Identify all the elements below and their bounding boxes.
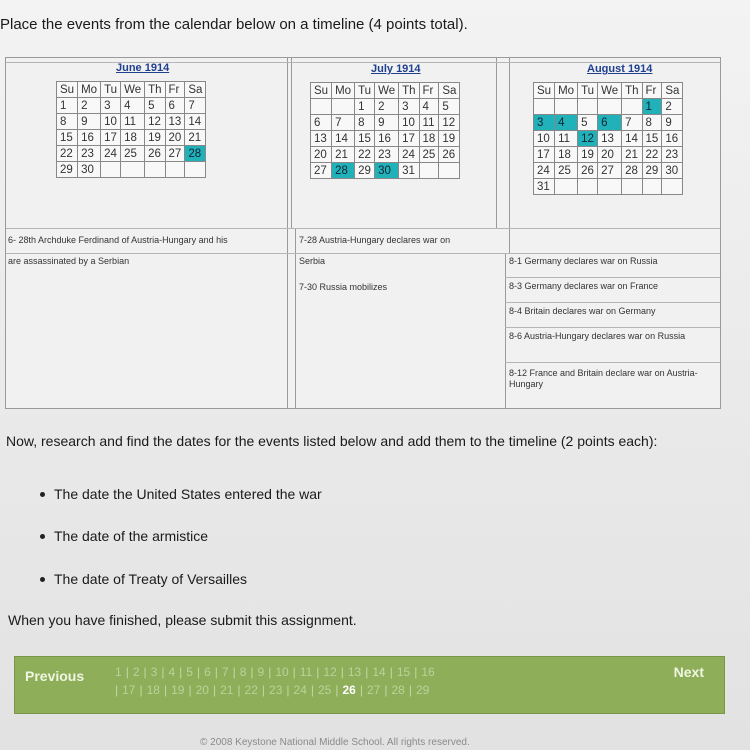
- page-separator: |: [365, 665, 369, 679]
- weekday-label: Sa: [185, 82, 206, 98]
- page-separator: |: [214, 665, 218, 679]
- calendar-day: 12: [578, 131, 598, 147]
- calendar-day: 21: [185, 130, 206, 146]
- calendar-day: 7: [622, 115, 642, 131]
- page-link-4[interactable]: 4: [168, 665, 176, 679]
- next-button[interactable]: Next: [673, 664, 704, 680]
- calendar-day: [555, 99, 578, 115]
- calendar-day: 13: [598, 131, 622, 147]
- calendar-day: 24: [534, 163, 555, 179]
- page-separator: |: [310, 683, 314, 697]
- calendar-day: [311, 99, 332, 115]
- page-separator: |: [179, 665, 183, 679]
- page-link-28[interactable]: 28: [391, 683, 405, 697]
- calendar-week-row: [311, 115, 460, 131]
- weekday-label: Su: [534, 83, 555, 99]
- calendar-day: 22: [642, 147, 662, 163]
- page-link-9[interactable]: 9: [257, 665, 265, 679]
- calendar-day: 3: [101, 98, 121, 114]
- calendar-day: 27: [165, 146, 185, 162]
- calendar-week-row: [534, 99, 683, 115]
- page-link-15[interactable]: 15: [396, 665, 411, 679]
- calendar-day: 27: [311, 163, 332, 179]
- calendar-day: 7: [332, 115, 355, 131]
- weekday-label: Tu: [101, 82, 121, 98]
- calendar-day: 20: [165, 130, 185, 146]
- page-link-18[interactable]: 18: [146, 683, 160, 697]
- page-link-24[interactable]: 24: [293, 683, 307, 697]
- bullet-text: The date of Treaty of Versailles: [54, 571, 247, 587]
- calendar-day: 27: [598, 163, 622, 179]
- calendar-day: 12: [439, 115, 460, 131]
- calendar-day: 5: [578, 115, 598, 131]
- calendar-day: 9: [78, 114, 101, 130]
- calendar-day: 24: [399, 147, 419, 163]
- weekday-label: Mo: [332, 83, 355, 99]
- calendar-day: 16: [375, 131, 399, 147]
- calendar-day: 26: [145, 146, 165, 162]
- weekday-label: Th: [145, 82, 165, 98]
- calendar-day: 15: [355, 131, 375, 147]
- event-aug-4: 8-4 Britain declares war on Germany: [509, 306, 656, 316]
- page-link-8[interactable]: 8: [239, 665, 247, 679]
- calendar-week-row: [311, 147, 460, 163]
- page-link-19[interactable]: 19: [171, 683, 185, 697]
- calendar-day: 31: [534, 179, 555, 195]
- row-divider: [6, 253, 720, 254]
- calendar-day: 4: [419, 99, 439, 115]
- calendar-day: [642, 179, 662, 195]
- page-separator: |: [384, 683, 388, 697]
- calendar-day: 14: [622, 131, 642, 147]
- calendar-day: 21: [622, 147, 642, 163]
- event-july-28-line1: 7-28 Austria-Hungary declares war on: [299, 235, 451, 245]
- bullet-dot-icon: [40, 534, 45, 539]
- calendar-day: 30: [662, 163, 683, 179]
- page-separator: |: [292, 665, 296, 679]
- calendar-day: 25: [419, 147, 439, 163]
- calendar-week-row: [534, 163, 683, 179]
- calendar-day: 9: [662, 115, 683, 131]
- calendar-day: 26: [439, 147, 460, 163]
- event-aug-6: 8-6 Austria-Hungary declares war on Russia: [509, 331, 686, 341]
- calendar-day: 2: [375, 99, 399, 115]
- research-prompt: Now, research and find the dates for the events listed below and add them to the timeline (2 points each):: [6, 433, 658, 449]
- page-link-22[interactable]: 22: [244, 683, 258, 697]
- page-separator: |: [261, 683, 266, 697]
- calendar-july: [310, 82, 460, 179]
- calendar-day: 18: [121, 130, 145, 146]
- row-divider: [505, 362, 720, 363]
- calendar-day: 17: [534, 147, 555, 163]
- calendar-day: [121, 162, 145, 178]
- calendar-day: [145, 162, 165, 178]
- event-july-30: 7-30 Russia mobilizes: [299, 282, 388, 292]
- calendar-day: [598, 179, 622, 195]
- calendar-day: [101, 162, 121, 178]
- calendar-day: 1: [355, 99, 375, 115]
- page-link-13[interactable]: 13: [347, 665, 362, 679]
- column-divider: [295, 228, 296, 408]
- event-aug-12: 8-12 France and Britain declare war on Austria-Hungary: [509, 368, 698, 389]
- weekday-label: Su: [57, 82, 78, 98]
- calendar-day: 29: [57, 162, 78, 178]
- calendar-day: 23: [78, 146, 101, 162]
- month-title-june: June 1914: [116, 62, 170, 74]
- calendar-day: 8: [355, 115, 375, 131]
- previous-button[interactable]: Previous: [25, 668, 85, 684]
- event-aug-1: 8-1 Germany declares war on Russia: [509, 256, 658, 266]
- calendar-day: 13: [311, 131, 332, 147]
- page-link-6[interactable]: 6: [204, 665, 211, 679]
- finish-text: When you have finished, please submit this assignment.: [8, 612, 357, 628]
- calendar-day: 12: [145, 114, 165, 130]
- calendar-week-row: [57, 114, 206, 130]
- calendar-august: [533, 82, 683, 195]
- page-link-10[interactable]: 10: [275, 665, 289, 679]
- calendar-day: [165, 162, 185, 178]
- page-separator: |: [139, 683, 143, 697]
- page-separator: |: [163, 683, 168, 697]
- calendar-week-row: [57, 98, 206, 114]
- calendar-day: 11: [555, 131, 578, 147]
- page-separator: |: [143, 665, 147, 679]
- page-link-26[interactable]: 26: [342, 683, 356, 697]
- calendar-day: 1: [642, 99, 662, 115]
- calendar-day: 6: [311, 115, 332, 131]
- calendar-day: 23: [375, 147, 399, 163]
- page-separator: |: [316, 665, 320, 679]
- calendar-day: 24: [101, 146, 121, 162]
- calendar-day: 20: [311, 147, 332, 163]
- bullet-item-versailles: [40, 571, 247, 587]
- event-june-28-line2: are assassinated by a Serbian: [8, 256, 130, 266]
- calendar-day: 14: [332, 131, 355, 147]
- calendar-day: 1: [57, 98, 78, 114]
- page-separator: |: [389, 665, 393, 679]
- page-separator: |: [250, 665, 254, 679]
- weekday-label: We: [375, 83, 399, 99]
- calendar-day: 6: [598, 115, 622, 131]
- calendar-day: 10: [534, 131, 555, 147]
- page-separator: |: [237, 683, 241, 697]
- calendar-day: 16: [662, 131, 683, 147]
- month-title-july: July 1914: [371, 63, 421, 75]
- weekday-label: Sa: [439, 83, 460, 99]
- bullet-text: The date the United States entered the war: [54, 486, 322, 502]
- calendar-day: 16: [78, 130, 101, 146]
- footer-copyright: © 2008 Keystone National Middle School. All rights reserved.: [200, 737, 470, 748]
- bullet-dot-icon: [40, 492, 45, 497]
- calendar-day: 10: [399, 115, 419, 131]
- bullet-text: The date of the armistice: [54, 528, 209, 544]
- page-separator: |: [125, 665, 129, 679]
- calendar-day: 17: [101, 130, 121, 146]
- weekday-label: Sa: [662, 83, 683, 99]
- calendar-day: 19: [578, 147, 598, 163]
- weekday-label: We: [121, 82, 145, 98]
- weekday-label: Fr: [419, 83, 439, 99]
- calendar-week-row: [311, 163, 460, 179]
- calendar-day: [598, 99, 622, 115]
- page-separator: |: [359, 683, 363, 697]
- page-separator: |: [115, 683, 119, 697]
- calendar-day: 5: [145, 98, 165, 114]
- calendar-day: [622, 99, 642, 115]
- weekday-label: Th: [622, 83, 642, 99]
- calendar-header-row: [57, 82, 206, 98]
- calendar-day: 19: [145, 130, 165, 146]
- page-link-23[interactable]: 23: [269, 683, 283, 697]
- calendar-day: 9: [375, 115, 399, 131]
- page-link-20[interactable]: 20: [195, 683, 209, 697]
- column-divider: [496, 58, 497, 228]
- page-link-27[interactable]: 27: [366, 683, 381, 697]
- calendar-day: 18: [419, 131, 439, 147]
- weekday-label: Mo: [78, 82, 101, 98]
- page-link-21[interactable]: 21: [220, 683, 234, 697]
- calendar-day: 29: [355, 163, 375, 179]
- calendar-day: 28: [185, 146, 206, 162]
- weekday-label: Fr: [165, 82, 185, 98]
- calendar-day: 28: [332, 163, 355, 179]
- calendar-day: 6: [165, 98, 185, 114]
- calendar-day: 21: [332, 147, 355, 163]
- calendar-day: 26: [578, 163, 598, 179]
- calendar-day: 28: [622, 163, 642, 179]
- calendar-day: [419, 163, 439, 179]
- page-separator: |: [286, 683, 290, 697]
- column-divider: [509, 58, 510, 253]
- calendar-week-row: [311, 131, 460, 147]
- calendar-week-row: [534, 115, 683, 131]
- calendar-day: 2: [78, 98, 101, 114]
- row-divider: [505, 302, 720, 303]
- calendar-day: 22: [355, 147, 375, 163]
- calendar-day: 30: [375, 163, 399, 179]
- row-divider: [6, 228, 720, 229]
- page-link-3[interactable]: 3: [150, 665, 158, 679]
- calendar-day: 3: [399, 99, 419, 115]
- page-link-5[interactable]: 5: [186, 665, 193, 679]
- pagination-bar: [14, 656, 725, 714]
- calendar-day: 14: [185, 114, 206, 130]
- calendar-week-row: [57, 162, 206, 178]
- page-separator: |: [161, 665, 165, 679]
- calendar-day: 2: [662, 99, 683, 115]
- calendar-day: [534, 99, 555, 115]
- calendar-day: 10: [101, 114, 121, 130]
- page-separator: |: [268, 665, 272, 679]
- weekday-label: We: [598, 83, 622, 99]
- calendar-day: [578, 179, 598, 195]
- bullet-item-armistice: [40, 528, 208, 544]
- bullet-item-us-entry: [40, 486, 322, 502]
- calendar-day: 5: [439, 99, 460, 115]
- calendar-day: 19: [439, 131, 460, 147]
- page-separator: |: [340, 665, 344, 679]
- calendar-day: 18: [555, 147, 578, 163]
- page-link-29[interactable]: 29: [415, 683, 430, 697]
- page-separator: |: [188, 683, 192, 697]
- calendar-day: 17: [399, 131, 419, 147]
- timeline-grid: [5, 57, 721, 409]
- page-link-25[interactable]: 25: [318, 683, 332, 697]
- page-link-12[interactable]: 12: [323, 665, 337, 679]
- calendar-day: 7: [185, 98, 206, 114]
- column-divider: [291, 58, 292, 228]
- calendar-week-row: [534, 131, 683, 147]
- calendar-day: 15: [642, 131, 662, 147]
- page-separator: |: [408, 683, 412, 697]
- event-aug-3: 8-3 Germany declares war on France: [509, 281, 659, 291]
- instructions-text: Place the events from the calendar below on a timeline (4 points total).: [0, 16, 468, 33]
- page-link-14[interactable]: 14: [372, 665, 386, 679]
- calendar-june: [56, 81, 206, 178]
- weekday-label: Su: [311, 83, 332, 99]
- calendar-day: 15: [57, 130, 78, 146]
- calendar-header-row: [534, 83, 683, 99]
- calendar-day: 25: [121, 146, 145, 162]
- calendar-day: 20: [598, 147, 622, 163]
- calendar-day: 8: [642, 115, 662, 131]
- calendar-week-row: [57, 130, 206, 146]
- weekday-label: Mo: [555, 83, 578, 99]
- calendar-day: [185, 162, 206, 178]
- calendar-day: [332, 99, 355, 115]
- column-divider: [287, 58, 288, 408]
- calendar-day: 4: [121, 98, 145, 114]
- weekday-label: Fr: [642, 83, 662, 99]
- calendar-day: [662, 179, 683, 195]
- month-title-august: August 1914: [587, 63, 653, 75]
- calendar-day: 31: [399, 163, 419, 179]
- calendar-day: [439, 163, 460, 179]
- page-separator: |: [335, 683, 339, 697]
- page-separator: |: [196, 665, 201, 679]
- row-divider: [505, 327, 720, 328]
- page-separator: |: [212, 683, 217, 697]
- weekday-label: Th: [399, 83, 419, 99]
- calendar-day: 13: [165, 114, 185, 130]
- page-separator: |: [414, 665, 418, 679]
- calendar-day: [622, 179, 642, 195]
- weekday-label: Tu: [578, 83, 598, 99]
- calendar-day: 11: [419, 115, 439, 131]
- calendar-week-row: [534, 179, 683, 195]
- row-divider: [505, 277, 720, 278]
- page-separator: |: [232, 665, 236, 679]
- event-june-28-line1: 6- 28th Archduke Ferdinand of Austria-Hungary and his: [8, 235, 228, 245]
- calendar-day: 3: [534, 115, 555, 131]
- calendar-day: 25: [555, 163, 578, 179]
- weekday-label: Tu: [355, 83, 375, 99]
- event-july-28-line2: Serbia: [299, 256, 326, 266]
- calendar-week-row: [57, 146, 206, 162]
- calendar-day: [555, 179, 578, 195]
- page-links: [115, 663, 635, 699]
- page-link-2[interactable]: 2: [132, 665, 140, 679]
- calendar-day: 30: [78, 162, 101, 178]
- calendar-header-row: [311, 83, 460, 99]
- page-link-17[interactable]: 17: [122, 683, 136, 697]
- page-link-11[interactable]: 11: [299, 665, 313, 679]
- calendar-week-row: [311, 99, 460, 115]
- page-link-7[interactable]: 7: [221, 665, 229, 679]
- bullet-dot-icon: [40, 577, 45, 582]
- calendar-day: 29: [642, 163, 662, 179]
- calendar-day: 11: [121, 114, 145, 130]
- calendar-day: 4: [555, 115, 578, 131]
- page-link-16[interactable]: 16: [421, 665, 435, 679]
- calendar-week-row: [534, 147, 683, 163]
- calendar-day: 23: [662, 147, 683, 163]
- page-link-1[interactable]: 1: [115, 665, 122, 679]
- calendar-day: [578, 99, 598, 115]
- calendar-day: 22: [57, 146, 78, 162]
- calendar-day: 8: [57, 114, 78, 130]
